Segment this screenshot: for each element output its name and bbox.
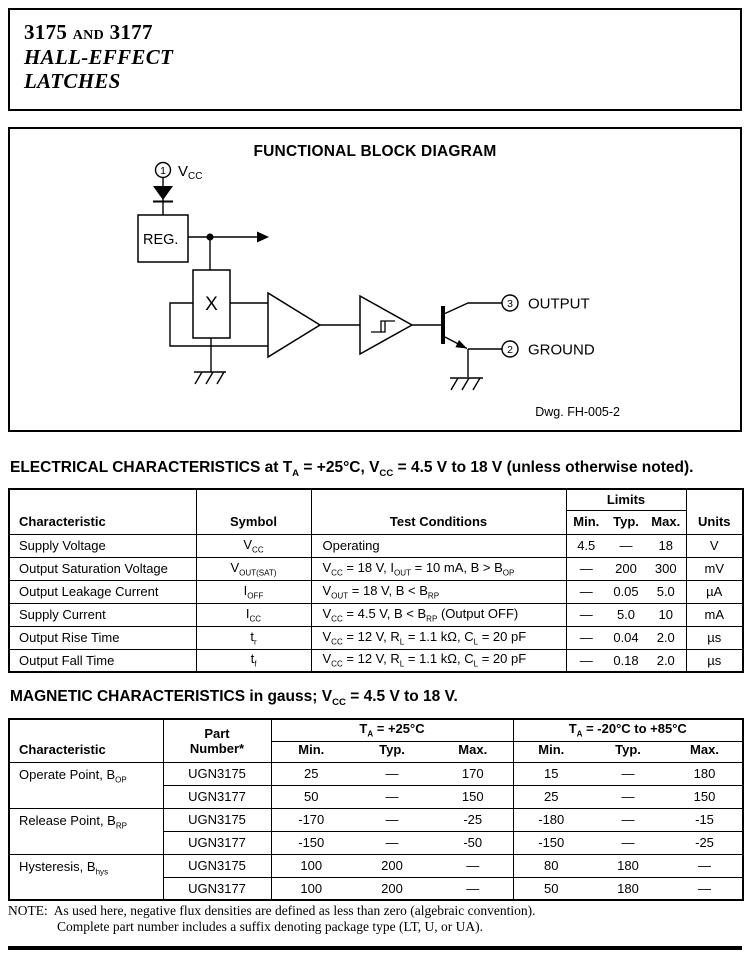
cell-min: — [566, 649, 606, 672]
cell-max-25c: 170 [433, 762, 513, 785]
cell-part-number: UGN3177 [163, 785, 271, 808]
drawing-reference: Dwg. FH-005-2 [535, 405, 620, 419]
cell-typ-25c: — [351, 785, 433, 808]
cell-typ-range: 180 [589, 854, 667, 877]
cell-max: 18 [646, 534, 686, 557]
cell-min: — [566, 557, 606, 580]
cell-typ-range: — [589, 808, 667, 831]
cell-min: — [566, 580, 606, 603]
ground-symbol-left-icon [194, 372, 226, 384]
cell-min: — [566, 603, 606, 626]
note-label: NOTE: [8, 903, 48, 918]
cell-min-25c: 50 [271, 785, 351, 808]
cell-typ-range: 180 [589, 877, 667, 900]
cell-max: 5.0 [646, 580, 686, 603]
device-type-line2: LATCHES [24, 69, 121, 93]
col-header-test-conditions: Test Conditions [311, 489, 566, 534]
functional-block-diagram [8, 127, 742, 432]
col-header-min: Min. [271, 741, 351, 762]
pin3-number: 3 [507, 298, 513, 310]
table-header-row [9, 489, 743, 510]
cell-symbol: $t_f$ [196, 649, 311, 672]
cell-conditions: $V_{CC} = 18$ V, $I_{OUT} = 10$ mA, $B > B_{OP}$ [311, 557, 566, 580]
cell-characteristic: Hysteresis, $B_{hys}$ [9, 854, 163, 900]
pin1-number: 1 [160, 165, 166, 177]
partial-logo-mark [118, 954, 142, 960]
cell-min-range: 25 [513, 785, 589, 808]
cell-typ-25c: 200 [351, 877, 433, 900]
cell-units: µs [686, 626, 743, 649]
cell-max-range: 150 [667, 785, 743, 808]
part-title-block [8, 8, 742, 111]
cell-typ-range: — [589, 762, 667, 785]
table-header-row [9, 719, 743, 741]
cell-typ-25c: — [351, 762, 433, 785]
cell-conditions: $V_{CC} = 12$ V, $R_L = 1.1$ kΩ, $C_L = 20$ pF [311, 626, 566, 649]
part-numbers-line [24, 20, 726, 45]
col-header-max: Max. [433, 741, 513, 762]
table-row [9, 762, 743, 785]
table-row [9, 557, 743, 580]
col-header-min: Min. [566, 510, 606, 534]
cell-min-range: -180 [513, 808, 589, 831]
col-header-temp-range: $T_A = -20^\circ C$ to +85°C [513, 719, 743, 741]
cell-min-25c: 100 [271, 877, 351, 900]
cell-units: mV [686, 557, 743, 580]
hall-element-label: X [205, 294, 218, 315]
table-row [9, 603, 743, 626]
cell-min-range: 50 [513, 877, 589, 900]
col-header-typ: Typ. [589, 741, 667, 762]
vcc-label: $V_{CC}$ [178, 163, 203, 182]
part-number-3175: 3175 [24, 20, 68, 44]
cell-units: µA [686, 580, 743, 603]
cell-characteristic: Output Fall Time [9, 649, 196, 672]
magnetic-section-heading: MAGNETIC CHARACTERISTICS in gauss; $V_{CC} = 4.5$ V to 18 V. [10, 688, 458, 709]
table-row [9, 534, 743, 557]
col-header-max: Max. [667, 741, 743, 762]
and-conjunction: AND [72, 28, 104, 43]
magnetic-characteristics-table [8, 718, 744, 901]
cell-typ: 5.0 [606, 603, 646, 626]
cell-part-number: UGN3177 [163, 877, 271, 900]
cell-max: 300 [646, 557, 686, 580]
table-row [9, 580, 743, 603]
cell-max-range: 180 [667, 762, 743, 785]
schmitt-trigger-icon [360, 296, 412, 354]
cell-min-range: -150 [513, 831, 589, 854]
col-header-limits: Limits [566, 489, 686, 510]
col-header-part-number [163, 719, 271, 762]
cell-min-25c: 25 [271, 762, 351, 785]
part-number-3177: 3177 [109, 20, 153, 44]
col-header-characteristic: Characteristic [9, 489, 196, 534]
cell-typ: 200 [606, 557, 646, 580]
note-text1: As used here, negative flux densities are defined as less than zero (algebraic convention). [53, 903, 536, 918]
footnote-line2: Complete part number includes a suffix denoting package type (LT, U, or UA). [57, 919, 484, 934]
table-row [9, 808, 743, 831]
block-diagram-drawing [10, 129, 740, 430]
output-label: OUTPUT [528, 295, 590, 313]
cell-max: 10 [646, 603, 686, 626]
cell-conditions: $V_{CC} = 4.5$ V, $B < B_{RP}$ (Output OFF) [311, 603, 566, 626]
cell-max-25c: 150 [433, 785, 513, 808]
cell-part-number: UGN3175 [163, 808, 271, 831]
table-row [9, 626, 743, 649]
cell-typ: 0.18 [606, 649, 646, 672]
cell-min-25c: -150 [271, 831, 351, 854]
cell-typ-25c: — [351, 808, 433, 831]
cell-characteristic: Release Point, $B_{RP}$ [9, 808, 163, 854]
cell-conditions: Operating [311, 534, 566, 557]
collector-wire [445, 303, 502, 314]
cell-typ-25c: — [351, 831, 433, 854]
cell-conditions: $V_{OUT} = 18$ V, $B < B_{RP}$ [311, 580, 566, 603]
cell-part-number: UGN3175 [163, 762, 271, 785]
col-header-symbol: Symbol [196, 489, 311, 534]
col-header-min: Min. [513, 741, 589, 762]
cell-units: V [686, 534, 743, 557]
diagram-title: FUNCTIONAL BLOCK DIAGRAM [253, 143, 497, 160]
cell-units: µs [686, 649, 743, 672]
cell-typ-25c: 200 [351, 854, 433, 877]
cell-typ-range: — [589, 785, 667, 808]
part-header-line1: Part [204, 725, 230, 741]
electrical-section-heading: ELECTRICAL CHARACTERISTICS at $T_A = +25^\circ C$, $V_{CC} = 4.5$ V to 18 V (unless otherwise noted). [10, 459, 694, 480]
col-header-units: Units [686, 489, 743, 534]
part-header-line2: Number* [189, 740, 245, 756]
ground-label: GROUND [528, 341, 595, 359]
cell-symbol: $V_{CC}$ [196, 534, 311, 557]
cell-characteristic: Output Leakage Current [9, 580, 196, 603]
cell-max-range: — [667, 877, 743, 900]
cell-characteristic: Output Rise Time [9, 626, 196, 649]
cell-max-25c: -50 [433, 831, 513, 854]
ground-symbol-right-icon [450, 378, 483, 390]
emitter-arrow-icon [455, 340, 467, 349]
cell-max-range: -15 [667, 808, 743, 831]
footnote-line1 [8, 903, 742, 919]
regulator-label: REG. [143, 232, 179, 248]
cell-characteristic: Operate Point, $B_{OP}$ [9, 762, 163, 808]
cell-symbol: $V_{OUT(SAT)}$ [196, 557, 311, 580]
cell-min-25c: 100 [271, 854, 351, 877]
hall-output-wire-bottom [170, 303, 268, 346]
col-header-max: Max. [646, 510, 686, 534]
col-header-characteristic: Characteristic [9, 719, 163, 762]
cell-conditions: $V_{CC} = 12$ V, $R_L = 1.1$ kΩ, $C_L = 20$ pF [311, 649, 566, 672]
cell-typ-range: — [589, 831, 667, 854]
cell-max: 2.0 [646, 626, 686, 649]
pin2-number: 2 [507, 344, 513, 356]
footnote [8, 903, 742, 935]
col-header-temp-25c: $T_A = +25^\circ C$ [271, 719, 513, 741]
cell-typ: 0.04 [606, 626, 646, 649]
col-header-typ: Typ. [606, 510, 646, 534]
cell-part-number: UGN3177 [163, 831, 271, 854]
cell-typ: 0.05 [606, 580, 646, 603]
arrowhead-icon [257, 232, 269, 243]
device-type-line1: HALL-EFFECT [24, 45, 174, 69]
cell-symbol: $I_{CC}$ [196, 603, 311, 626]
cell-max-range: — [667, 854, 743, 877]
cell-symbol: $I_{OFF}$ [196, 580, 311, 603]
cell-max-range: -25 [667, 831, 743, 854]
cell-units: mA [686, 603, 743, 626]
cell-min-range: 15 [513, 762, 589, 785]
cell-typ: — [606, 534, 646, 557]
cell-min: — [566, 626, 606, 649]
cell-characteristic: Output Saturation Voltage [9, 557, 196, 580]
cell-min: 4.5 [566, 534, 606, 557]
cell-max-25c: — [433, 877, 513, 900]
cell-max-25c: — [433, 854, 513, 877]
cell-part-number: UGN3175 [163, 854, 271, 877]
page-divider-rule [8, 946, 742, 950]
electrical-characteristics-table [8, 488, 744, 673]
cell-max: 2.0 [646, 649, 686, 672]
amplifier-icon [268, 293, 320, 357]
col-header-typ: Typ. [351, 741, 433, 762]
cell-max-25c: -25 [433, 808, 513, 831]
cell-min-range: 80 [513, 854, 589, 877]
cell-symbol: $t_r$ [196, 626, 311, 649]
table-row [9, 649, 743, 672]
diode-icon [153, 186, 173, 200]
cell-characteristic: Supply Voltage [9, 534, 196, 557]
cell-characteristic: Supply Current [9, 603, 196, 626]
cell-min-25c: -170 [271, 808, 351, 831]
table-row [9, 854, 743, 877]
